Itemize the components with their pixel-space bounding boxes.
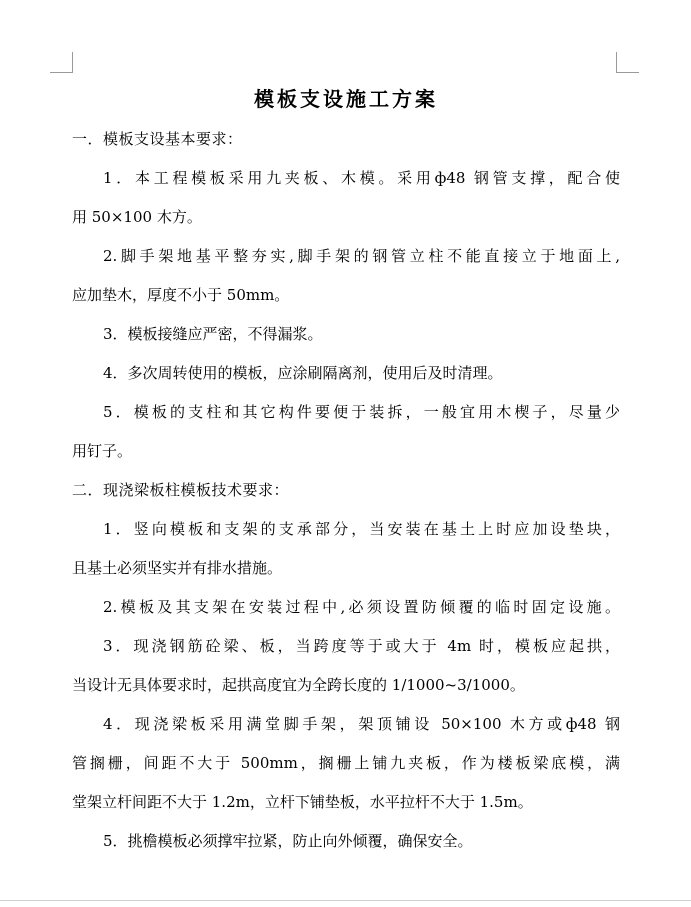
paragraph-line: 用 50×100 木方。	[72, 208, 202, 226]
paragraph-line: 堂架立杆间距不大于 1.2m，立杆下铺垫板，水平拉杆不大于 1.5m。	[72, 793, 533, 811]
paragraph-line: 且基土必须坚实并有排水措施。	[72, 559, 283, 577]
section-heading-1: 一．模板支设基本要求：	[72, 130, 243, 148]
paragraph-line: 3．现浇钢筋砼梁、板，当跨度等于或大于 4m 时，模板应起拱，	[103, 637, 620, 655]
document-title: 模板支设施工方案	[254, 87, 438, 111]
paragraph-line: 5．模板的支柱和其它构件要便于装拆，一般宜用木楔子，尽量少	[103, 403, 620, 421]
paragraph-line: 用钉子。	[72, 442, 133, 460]
page-bottom-divider	[0, 900, 691, 901]
section-heading-2: 二．现浇梁板柱模板技术要求：	[72, 481, 290, 499]
crop-mark-top-left	[50, 52, 73, 73]
paragraph-line: 管搁栅，间距不大于 500mm，搁栅上铺九夹板，作为楼板梁底模，满	[72, 754, 620, 772]
paragraph-line: 2.模板及其支架在安装过程中,必须设置防倾覆的临时固定设施。	[103, 598, 620, 616]
paragraph-line: 3．模板接缝应严密，不得漏浆。	[103, 325, 323, 343]
paragraph-line: 当设计无具体要求时，起拱高度宜为全跨长度的 1/1000~3/1000。	[72, 676, 525, 694]
paragraph-line: 4．现浇梁板采用满堂脚手架，架顶铺设 50×100 木方或ф48 钢	[103, 715, 620, 733]
paragraph-line: 1．竖向模板和支架的支承部分，当安装在基土上时应加设垫块，	[103, 520, 620, 538]
paragraph-line: 1．本工程模板采用九夹板、木模。采用ф48 钢管支撑，配合使	[103, 169, 620, 187]
paragraph-line: 5．挑檐模板必须撑牢拉紧，防止向外倾覆，确保安全。	[103, 832, 473, 850]
paragraph-line: 4．多次周转使用的模板，应涂刷隔离剂，使用后及时清理。	[103, 364, 503, 382]
paragraph-line: 2.脚手架地基平整夯实,脚手架的钢管立柱不能直接立于地面上,	[103, 247, 620, 265]
crop-mark-top-right	[616, 52, 639, 73]
paragraph-line: 应加垫木，厚度不小于 50mm。	[72, 286, 290, 304]
document-body	[72, 82, 620, 861]
